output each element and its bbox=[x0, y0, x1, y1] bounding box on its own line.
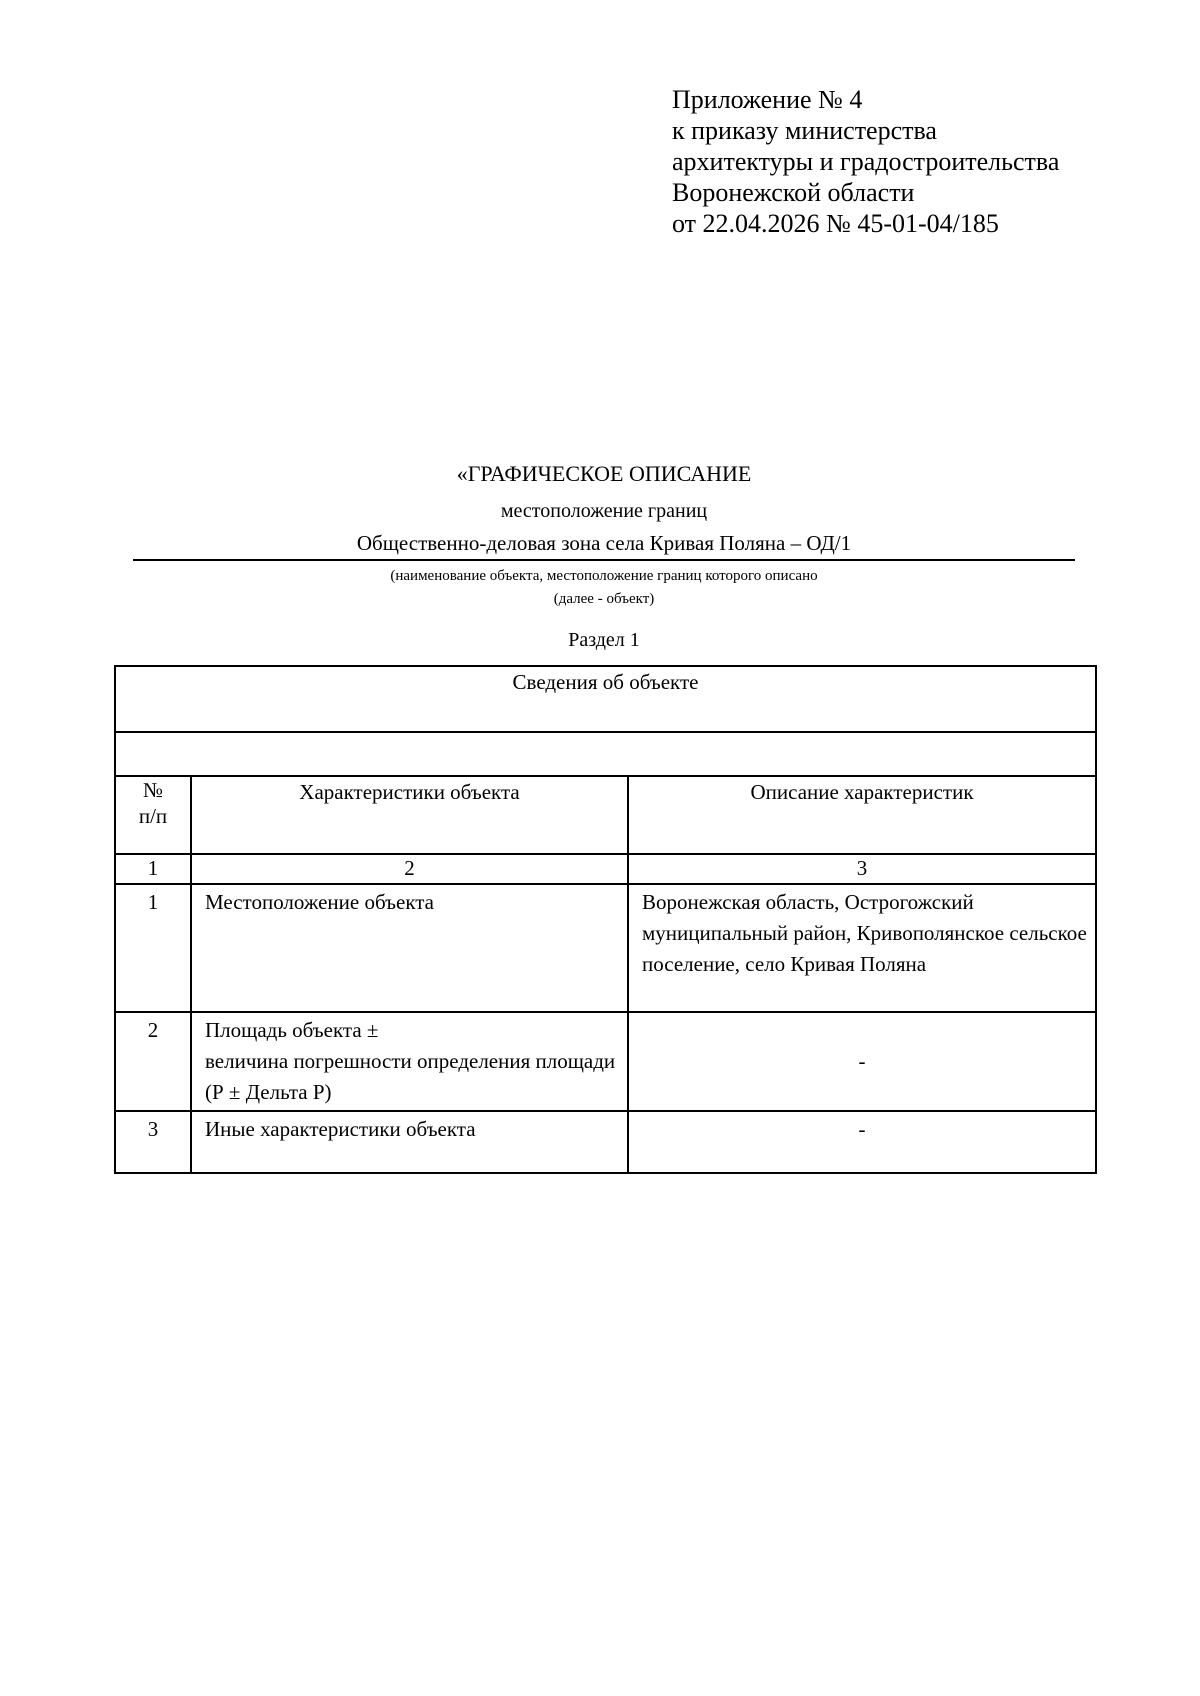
row-description: - bbox=[628, 1111, 1096, 1173]
table-empty-cell bbox=[115, 732, 1096, 776]
object-info-table bbox=[114, 665, 1097, 1174]
row-number: 2 bbox=[115, 1012, 191, 1111]
appendix-region: Воронежской области bbox=[672, 178, 915, 207]
index-cell: 2 bbox=[191, 854, 628, 884]
header-num bbox=[115, 776, 191, 854]
appendix-order-ref: к приказу министерства bbox=[672, 116, 937, 145]
row-characteristic: Местоположение объекта bbox=[191, 884, 628, 1012]
table-header-row bbox=[115, 776, 1096, 854]
caption-line-2: (далее - объект) bbox=[553, 591, 655, 607]
table-title-row bbox=[115, 666, 1096, 732]
table-title: Сведения об объекте bbox=[115, 666, 1096, 732]
table-row bbox=[115, 884, 1096, 1012]
table-empty-row bbox=[115, 732, 1096, 776]
table-index-row bbox=[115, 854, 1096, 884]
appendix-date-number: от 22.04.2026 № 45-01-04/185 bbox=[672, 209, 999, 238]
appendix-number: Приложение № 4 bbox=[672, 85, 863, 114]
row-number: 1 bbox=[115, 884, 191, 1012]
header-num-sign: № bbox=[142, 778, 164, 802]
section-title: Раздел 1 bbox=[568, 629, 640, 651]
appendix-ministry: архитектуры и градостроительства bbox=[672, 147, 1060, 176]
index-cell: 1 bbox=[115, 854, 191, 884]
caption-line-1: (наименование объекта, местоположение границ которого описано bbox=[390, 568, 818, 584]
row-characteristic-line-2: величина погрешности определения площади (Р ± Дельта Р) bbox=[205, 1049, 616, 1104]
document-subtitle: местоположение границ bbox=[500, 500, 708, 522]
header-characteristics: Характеристики объекта bbox=[191, 776, 628, 854]
row-description: - bbox=[628, 1012, 1096, 1111]
appendix-header bbox=[672, 84, 1059, 239]
table-row bbox=[115, 1111, 1096, 1173]
table-row bbox=[115, 1012, 1096, 1111]
index-cell: 3 bbox=[628, 854, 1096, 884]
header-description: Описание характеристик bbox=[628, 776, 1096, 854]
document-title: «ГРАФИЧЕСКОЕ ОПИСАНИЕ bbox=[456, 461, 752, 486]
object-name-caption bbox=[133, 565, 1075, 611]
object-name: Общественно-деловая зона села Кривая Поляна – ОД/1 bbox=[133, 530, 1075, 561]
row-characteristic: Иные характеристики объекта bbox=[191, 1111, 628, 1173]
row-description: Воронежская область, Острогожский муниципальный район, Кривополянское сельское поселение, село Кривая Поляна bbox=[628, 884, 1096, 1012]
row-characteristic bbox=[191, 1012, 628, 1111]
row-characteristic-line-1: Площадь объекта ± bbox=[205, 1018, 379, 1042]
header-num-pp: п/п bbox=[138, 804, 168, 828]
row-number: 3 bbox=[115, 1111, 191, 1173]
